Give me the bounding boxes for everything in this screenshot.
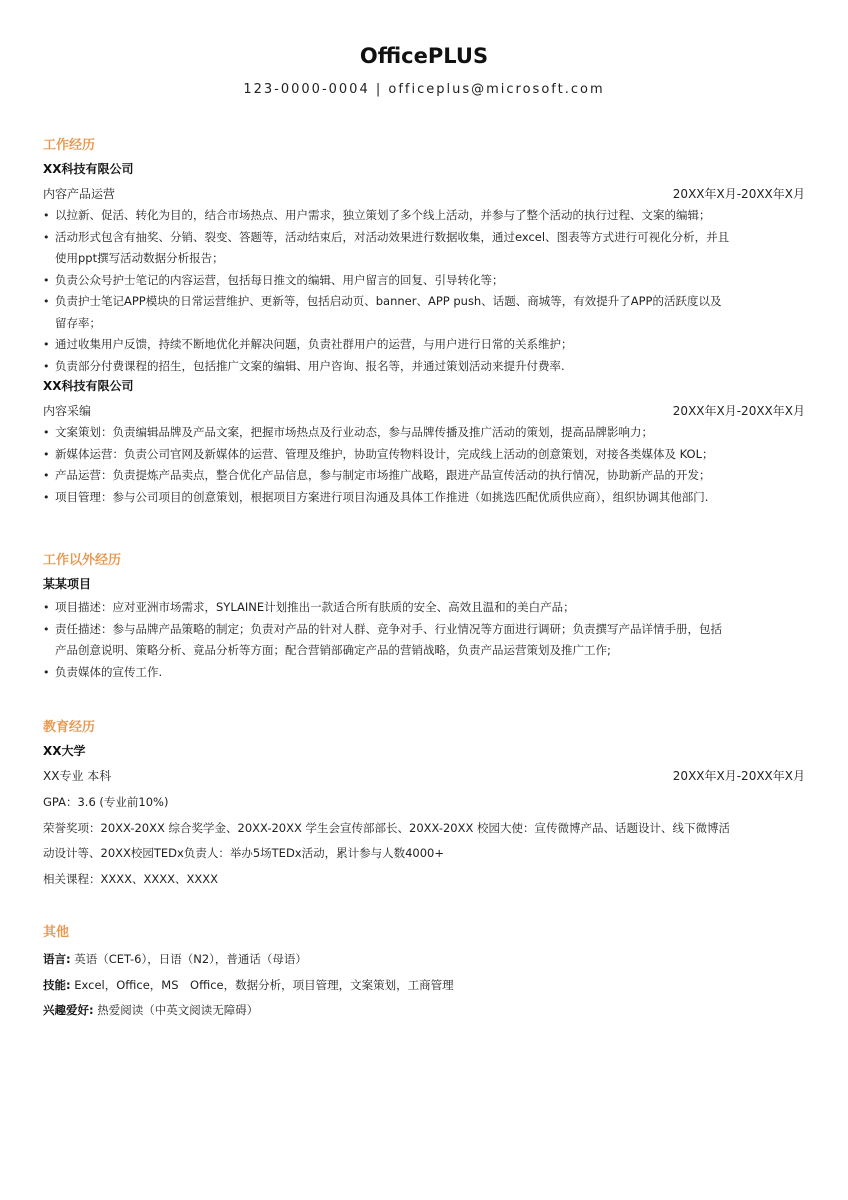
bullet-item: • 活动形式包含有抽奖、分销、裂变、答题等，活动结束后，对活动效果进行数据收集，通过excel、图表等方式进行可视化分析，并且 使用ppt撰写活动数据分析报告； [43,227,805,270]
job-role: 内容产品运营 [43,187,116,201]
language-label: 语言: [43,952,71,966]
project-bullets [43,597,805,683]
others-section [43,923,805,1024]
bullet-item: • 负责公众号护士笔记的内容运营，包括每日推文的编辑、用户留言的回复、引导转化等； [43,270,805,292]
section-title-others: 其他 [43,925,70,940]
company-name: XX科技有限公司 [43,162,134,176]
candidate-name: OfficePLUS [359,44,489,68]
bullet-item: • 负责部分付费课程的招生，包括推广文案的编辑、用户咨询、报名等，并通过策划活动来提升付费率. [43,356,805,378]
job-period: 20XX年X月-20XX年X月 [672,404,805,418]
job-role: 内容采编 [43,404,92,418]
bullet-item: • 以拉新、促活、转化为目的，结合市场热点、用户需求，独立策划了多个线上活动，并参与了整个活动的执行过程、文案的编辑； [43,205,805,227]
bullet-item: • 项目管理：参与公司项目的创意策划，根据项目方案进行项目沟通及具体工作推进（如挑选匹配优质供应商），组织协调其他部门. [43,487,805,509]
section-title-education: 教育经历 [43,720,96,735]
bullet-item: • 产品运营：负责提炼产品卖点，整合优化产品信息，参与制定市场推广战略，跟进产品宣传活动的执行情况，协助新产品的开发； [43,465,805,487]
bullet-item: • 负责媒体的宣传工作. [43,662,805,684]
major-degree: XX专业 本科 [43,769,112,783]
hobby-label: 兴趣爱好: [43,1003,94,1017]
job-entry [43,160,805,377]
job-entry [43,377,805,508]
bullet-item: • 责任描述：参与品牌产品策略的制定；负责对产品的针对人群、竞争对手、行业情况等方面进行调研；负责撰写产品详情手册，包括 产品创意说明、策略分析、竟品分析等方面；配合营销部确定产品的营销战略，负责产品运营策划及推广工作; [43,619,805,662]
job-bullets [43,422,805,508]
language-line [43,947,805,973]
contact-line: 123-0000-0004 | officeplus@microsoft.com [243,82,605,97]
bullet-item: • 项目描述：应对亚洲市场需求，SYLAINE计划推出一款适合所有肤质的安全、高效且温和的美白产品； [43,597,805,619]
work-experience-section [43,136,805,508]
skills-value: Excel，Office，MS Office，数据分析，项目管理，文案策划，工商管理 [74,977,454,992]
section-title-other-experience: 工作以外经历 [43,553,122,568]
job-period: 20XX年X月-20XX年X月 [672,187,805,201]
education-section [43,718,805,892]
bullet-item: • 负责护士笔记APP模块的日常运营维护、更新等，包括启动页、banner、APP push、话题、商城等，有效提升了APP的活跃度以及 留存率； [43,291,805,334]
language-value: 英语（CET-6），日语（N2），普通话（母语） [74,952,307,966]
skills-label: 技能: [43,977,71,992]
skills-line [43,973,805,999]
hobby-value: 热爱阅读（中英文阅读无障碍） [97,1003,259,1017]
section-title-work: 工作经历 [43,138,96,153]
bullet-item: • 通过收集用户反馈，持续不断地优化并解决问题，负责社群用户的运营，与用户进行日常的关系维护； [43,334,805,356]
honors-line-continued: 动设计等、20XX校园TEDx负责人：举办5场TEDx活动，累计参与人数4000+ [43,846,445,860]
school-name: XX大学 [43,744,86,758]
bullet-item: • 新媒体运营：负责公司官网及新媒体的运营、管理及维护，协助宣传物料设计，完成线上活动的创意策划，对接各类媒体及 KOL； [43,444,805,466]
bullet-item: • 文案策划：负责编辑品牌及产品文案，把握市场热点及行业动态，参与品牌传播及推广活动的策划，提高品牌影响力； [43,422,805,444]
project-name: 某某项目 [43,577,92,591]
hobby-line [43,998,805,1024]
courses-line: 相关课程：XXXX、XXXX、XXXX [43,871,219,886]
honors-line: 荣誉奖项：20XX-20XX 综合奖学金、20XX-20XX 学生会宣传部部长、20XX-20XX 校园大使：宣传微博产品、话题设计、线下微博活 [43,820,731,835]
job-bullets [43,205,805,377]
education-period: 20XX年X月-20XX年X月 [672,769,805,783]
gpa-line: GPA：3.6 (专业前10%) [43,795,169,809]
other-experience-section [43,551,805,683]
company-name: XX科技有限公司 [43,379,134,393]
